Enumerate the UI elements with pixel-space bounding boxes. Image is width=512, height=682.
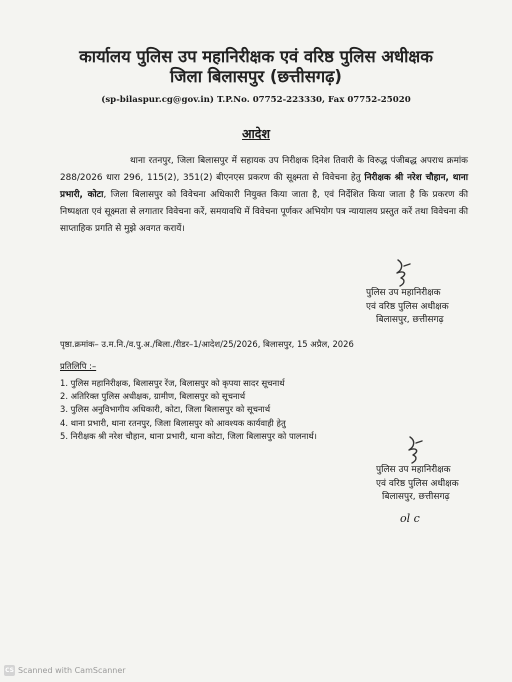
signature-block-2: [376, 464, 459, 505]
copy-to-label: प्रतिलिपि :–: [60, 361, 97, 371]
sig2-designation-2: एवं वरिष्ठ पुलिस अधीक्षक: [376, 478, 459, 489]
list-item: 3. पुलिस अनुविभागीय अधिकारी, कोटा, जिला बिलासपुर को सूचनार्थ: [60, 404, 271, 415]
order-body-officer: निरीक्षक श्री नरेश चौहान, थाना प्रभारी, कोटा: [60, 173, 468, 201]
sig1-designation-2: एवं वरिष्ठ पुलिस अधीक्षक: [366, 301, 449, 312]
scanner-text: Scanned with CamScanner: [18, 666, 126, 675]
office-title-line2: जिला बिलासपुर (छत्तीसगढ़): [170, 67, 342, 86]
camscanner-icon: CS: [5, 667, 14, 674]
signature-mark-2: [404, 435, 426, 465]
order-body: [60, 153, 468, 238]
contact-line: (sp-bilaspur.cg@gov.in) T.P.No. 07752-223330, Fax 07752-25020: [101, 95, 411, 105]
sig1-location: बिलासपुर, छत्तीसगढ़: [376, 315, 444, 325]
order-body-part2: , जिला बिलासपुर को विवेचना अधिकारी नियुक्त किया जाता है, एवं निर्देशित किया जाता है कि प्रकरण की निष्पक्षता एवं सूक्ष्मता से लगातार विवेचना करें, समयावधि में विवेचना पूर्णकर अभियोग पत्र न्यायालय प्रस्तुत करें तथा विवेचना की साप्ताहिक प्रगति से मुझे अवगत करायें।: [60, 190, 468, 235]
memo-reference: पृष्ठा.क्रमांक– उ.म.नि./व.पु.अ./बिला./रीडर–1/आदेश/25/2026, बिलासपुर, 15 अप्रैल, 2026: [60, 339, 354, 349]
list-item: 1. पुलिस महानिरीक्षक, बिलासपुर रेंज, बिलासपुर को कृपया सादर सूचनार्थ: [60, 378, 285, 388]
signature-mark-1: [392, 258, 414, 288]
copy-to-list: [60, 377, 480, 443]
order-body-part1: थाना रतनपुर, जिला बिलासपुर में सहायक उप निरीक्षक दिनेश तिवारी के विरुद्ध पंजीबद्ध अपराध क्रमांक 288/2026 धारा 296, 115(2), 351(2) बीएनएस प्रकरण की सूक्ष्मता से विवेचना हेतु: [60, 156, 468, 184]
handwritten-initials: ol c: [400, 512, 420, 525]
order-heading-text: आदेश: [242, 126, 270, 141]
list-item: 5. निरीक्षक श्री नरेश चौहान, थाना प्रभारी, थाना कोटा, जिला बिलासपुर को पालनार्थ।: [60, 430, 317, 441]
sig2-location: बिलासपुर, छत्तीसगढ़: [382, 492, 450, 502]
signature-block-1: [366, 287, 449, 328]
scanner-watermark: [4, 665, 126, 676]
sig2-designation: पुलिस उप महानिरीक्षक: [376, 465, 451, 475]
list-item: 2. अतिरिक्त पुलिस अधीक्षक, ग्रामीण, बिलासपुर को सूचनार्थ: [60, 391, 246, 402]
sig1-designation: पुलिस उप महानिरीक्षक: [366, 288, 441, 298]
order-heading: [0, 125, 512, 142]
list-item: 4. थाना प्रभारी, थाना रतनपुर, जिला बिलासपुर को आवश्यक कार्यवाही हेतु: [60, 417, 286, 428]
office-title-line1: कार्यालय पुलिस उप महानिरीक्षक एवं वरिष्ठ पुलिस अधीक्षक: [79, 47, 433, 66]
